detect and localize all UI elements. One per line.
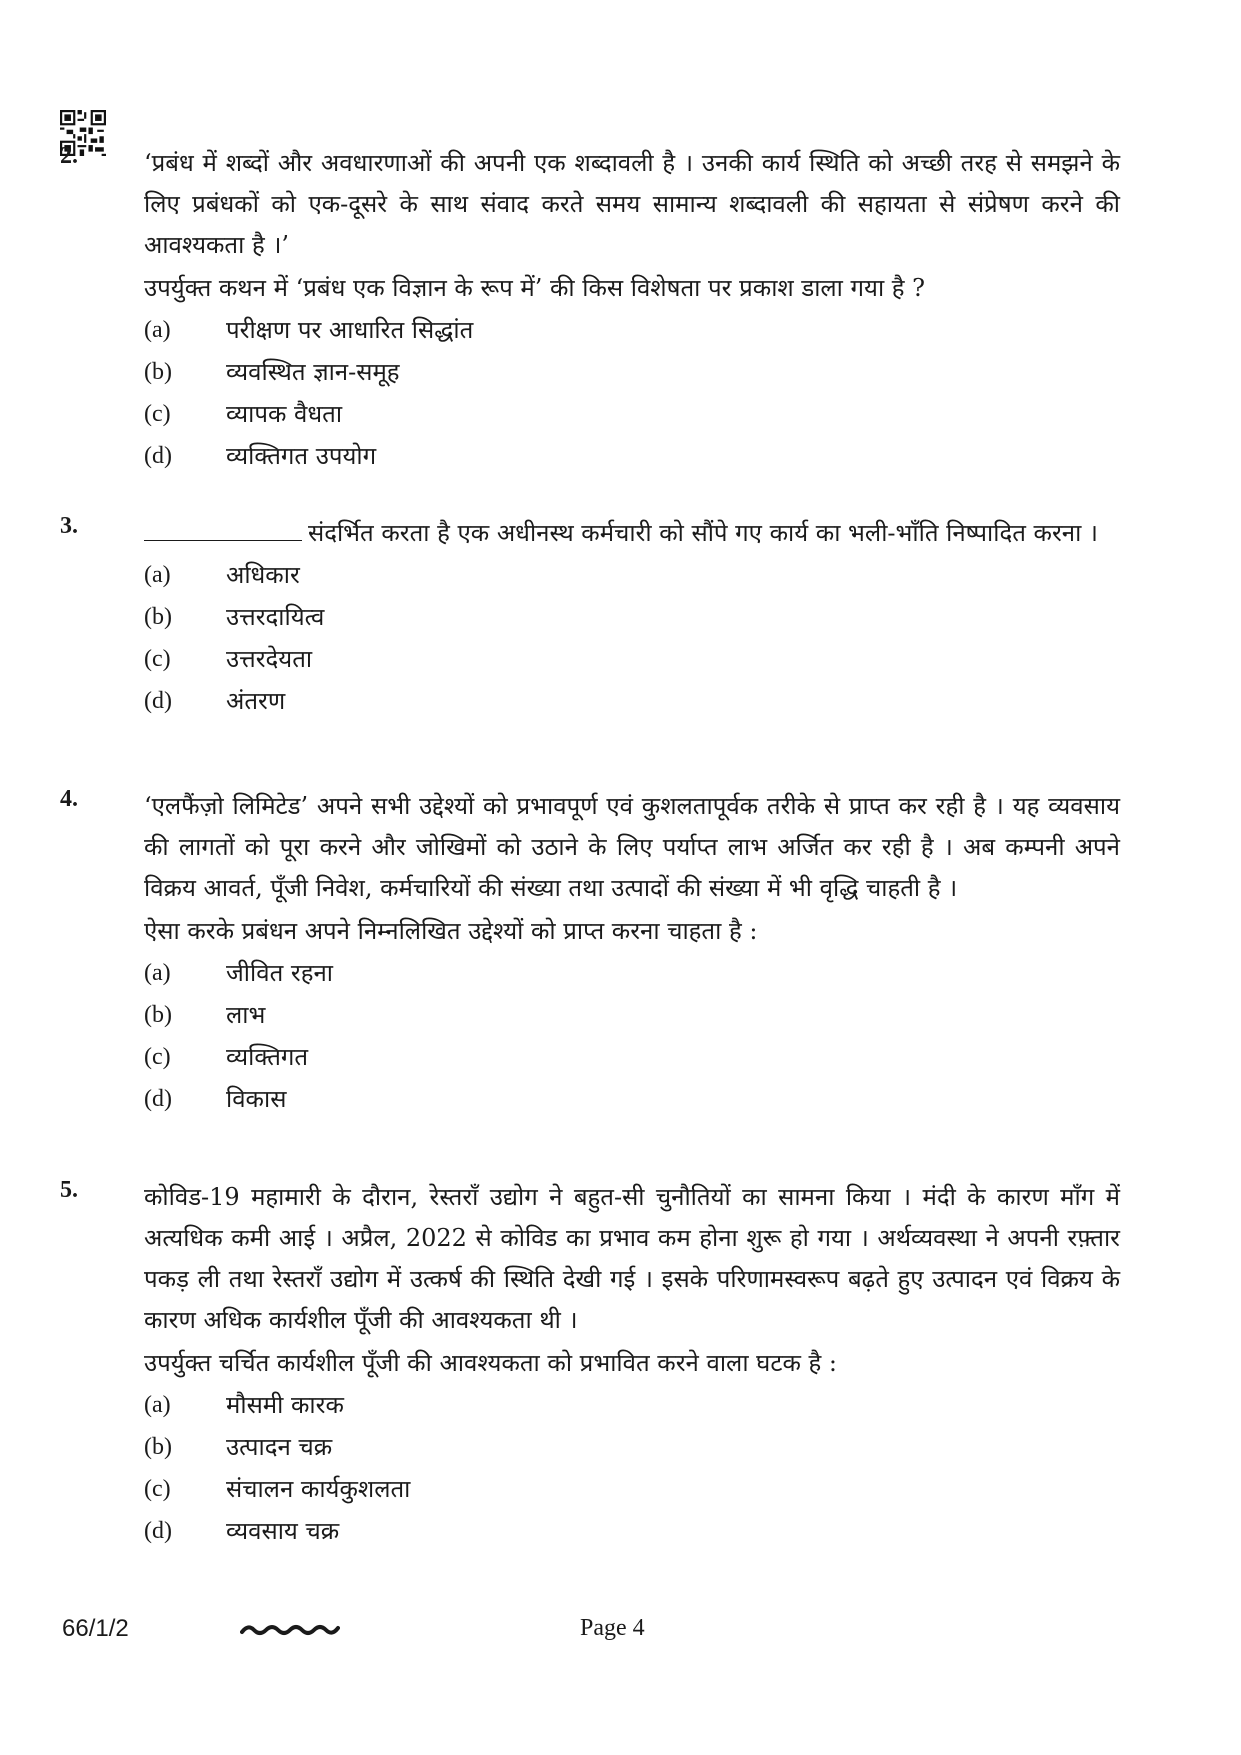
option-label: (d) (144, 688, 172, 714)
option-label: (b) (144, 1434, 172, 1460)
option-label: (a) (144, 960, 171, 986)
option-text: अधिकार (226, 561, 300, 589)
option-a (144, 952, 1120, 994)
option-text: व्यवसाय चक्र (226, 1517, 340, 1545)
option-text: व्यक्तिगत (226, 1043, 309, 1071)
option-a (144, 554, 1120, 596)
option-label: (a) (144, 1392, 171, 1418)
question-number: 5. (60, 1177, 78, 1203)
question-2 (60, 143, 1120, 477)
page-number: Page 4 (580, 1615, 645, 1641)
option-label: (c) (144, 1044, 171, 1070)
option-a (144, 1384, 1120, 1426)
option-text: लाभ (226, 1001, 266, 1029)
option-c (144, 1036, 1120, 1078)
option-label: (a) (144, 562, 171, 588)
option-d (144, 680, 1120, 722)
option-label: (a) (144, 317, 171, 343)
question-5 (60, 1177, 1120, 1552)
option-text: व्यवस्थित ज्ञान-समूह (226, 358, 400, 386)
option-b (144, 351, 1120, 393)
question-stem: उपर्युक्त कथन में ‘प्रबंध एक विज्ञान के रूप में’ की किस विशेषता पर प्रकाश डाला गया है ? (144, 274, 926, 302)
option-a (144, 309, 1120, 351)
question-number: 2. (60, 143, 78, 169)
answer-blank (144, 516, 302, 541)
option-label: (b) (144, 604, 172, 630)
question-4 (60, 786, 1120, 1120)
option-label: (d) (144, 1086, 172, 1112)
option-text: उत्तरदायित्व (226, 603, 325, 631)
page-footer (0, 1615, 1241, 1655)
option-text: जीवित रहना (226, 959, 333, 987)
question-paragraph: ‘एलफैंज़ो लिमिटेड’ अपने सभी उद्देश्यों को प्रभावपूर्ण एवं कुशलतापूर्वक तरीके से प्राप्त कर रही है । यह व्यवसाय की लागतों को पूरा करने और जोखिमों को उठाने के लिए पर्याप्त लाभ अर्जित कर रही है । अब कम्पनी अपने विक्रय आवर्त, पूँजी निवेश, कर्मचारियों की संख्या तथा उत्पादों की संख्या में भी वृद्धि चाहती है । (144, 792, 1120, 902)
option-text: व्यक्तिगत उपयोग (226, 442, 377, 470)
option-d (144, 1078, 1120, 1120)
option-d (144, 1510, 1120, 1552)
option-c (144, 393, 1120, 435)
option-text: व्यापक वैधता (226, 400, 343, 428)
option-b (144, 994, 1120, 1036)
tilde-ornament-icon (240, 1619, 340, 1641)
option-d (144, 435, 1120, 477)
option-label: (b) (144, 359, 172, 385)
question-paragraph: कोविड-19 महामारी के दौरान, रेस्तराँ उद्योग ने बहुत-सी चुनौतियों का सामना किया । मंदी के कारण माँग में अत्यधिक कमी आई । अप्रैल, 2022 से कोविड का प्रभाव कम होना शुरू हो गया । अर्थव्यवस्था ने अपनी रफ़्तार पकड़ ली तथा रेस्तराँ उद्योग में उत्कर्ष की स्थिति देखी गई । इसके परिणामस्वरूप बढ़ते हुए उत्पादन एवं विक्रय के कारण अधिक कार्यशील पूँजी की आवश्यकता थी । (144, 1183, 1120, 1334)
option-text: उत्पादन चक्र (226, 1433, 333, 1461)
question-stem: उपर्युक्त चर्चित कार्यशील पूँजी की आवश्यकता को प्रभावित करने वाला घटक है : (144, 1349, 837, 1377)
question-paragraph-wrapper (144, 513, 1120, 554)
footer-ornament (240, 1619, 340, 1648)
option-b (144, 596, 1120, 638)
paper-code: 66/1/2 (62, 1615, 129, 1642)
option-label: (c) (144, 401, 171, 427)
option-label: (c) (144, 646, 171, 672)
question-paragraph: ‘प्रबंध में शब्दों और अवधारणाओं की अपनी एक शब्दावली है । उनकी कार्य स्थिति को अच्छी तरह से समझने के लिए प्रबंधकों को एक-दूसरे के साथ संवाद करते समय सामान्य शब्दावली की सहायता से संप्रेषण करने की आवश्यकता है ।’ (144, 149, 1120, 259)
option-label: (d) (144, 1518, 172, 1544)
option-b (144, 1426, 1120, 1468)
question-number: 3. (60, 513, 78, 539)
option-text: संचालन कार्यकुशलता (226, 1475, 411, 1503)
question-stem: ऐसा करके प्रबंधन अपने निम्नलिखित उद्देश्यों को प्राप्त करना चाहता है : (144, 917, 758, 945)
question-3 (60, 513, 1120, 722)
option-text: परीक्षण पर आधारित सिद्धांत (226, 316, 474, 344)
option-text: उत्तरदेयता (226, 645, 313, 673)
option-c (144, 638, 1120, 680)
option-c (144, 1468, 1120, 1510)
question-number: 4. (60, 786, 78, 812)
option-label: (b) (144, 1002, 172, 1028)
option-label: (d) (144, 443, 172, 469)
option-label: (c) (144, 1476, 171, 1502)
question-paragraph: संदर्भित करता है एक अधीनस्थ कर्मचारी को सौंपे गए कार्य का भली-भाँति निष्पादित करना । (308, 519, 1099, 547)
option-text: मौसमी कारक (226, 1391, 344, 1419)
option-text: अंतरण (226, 687, 286, 715)
option-text: विकास (226, 1085, 287, 1113)
